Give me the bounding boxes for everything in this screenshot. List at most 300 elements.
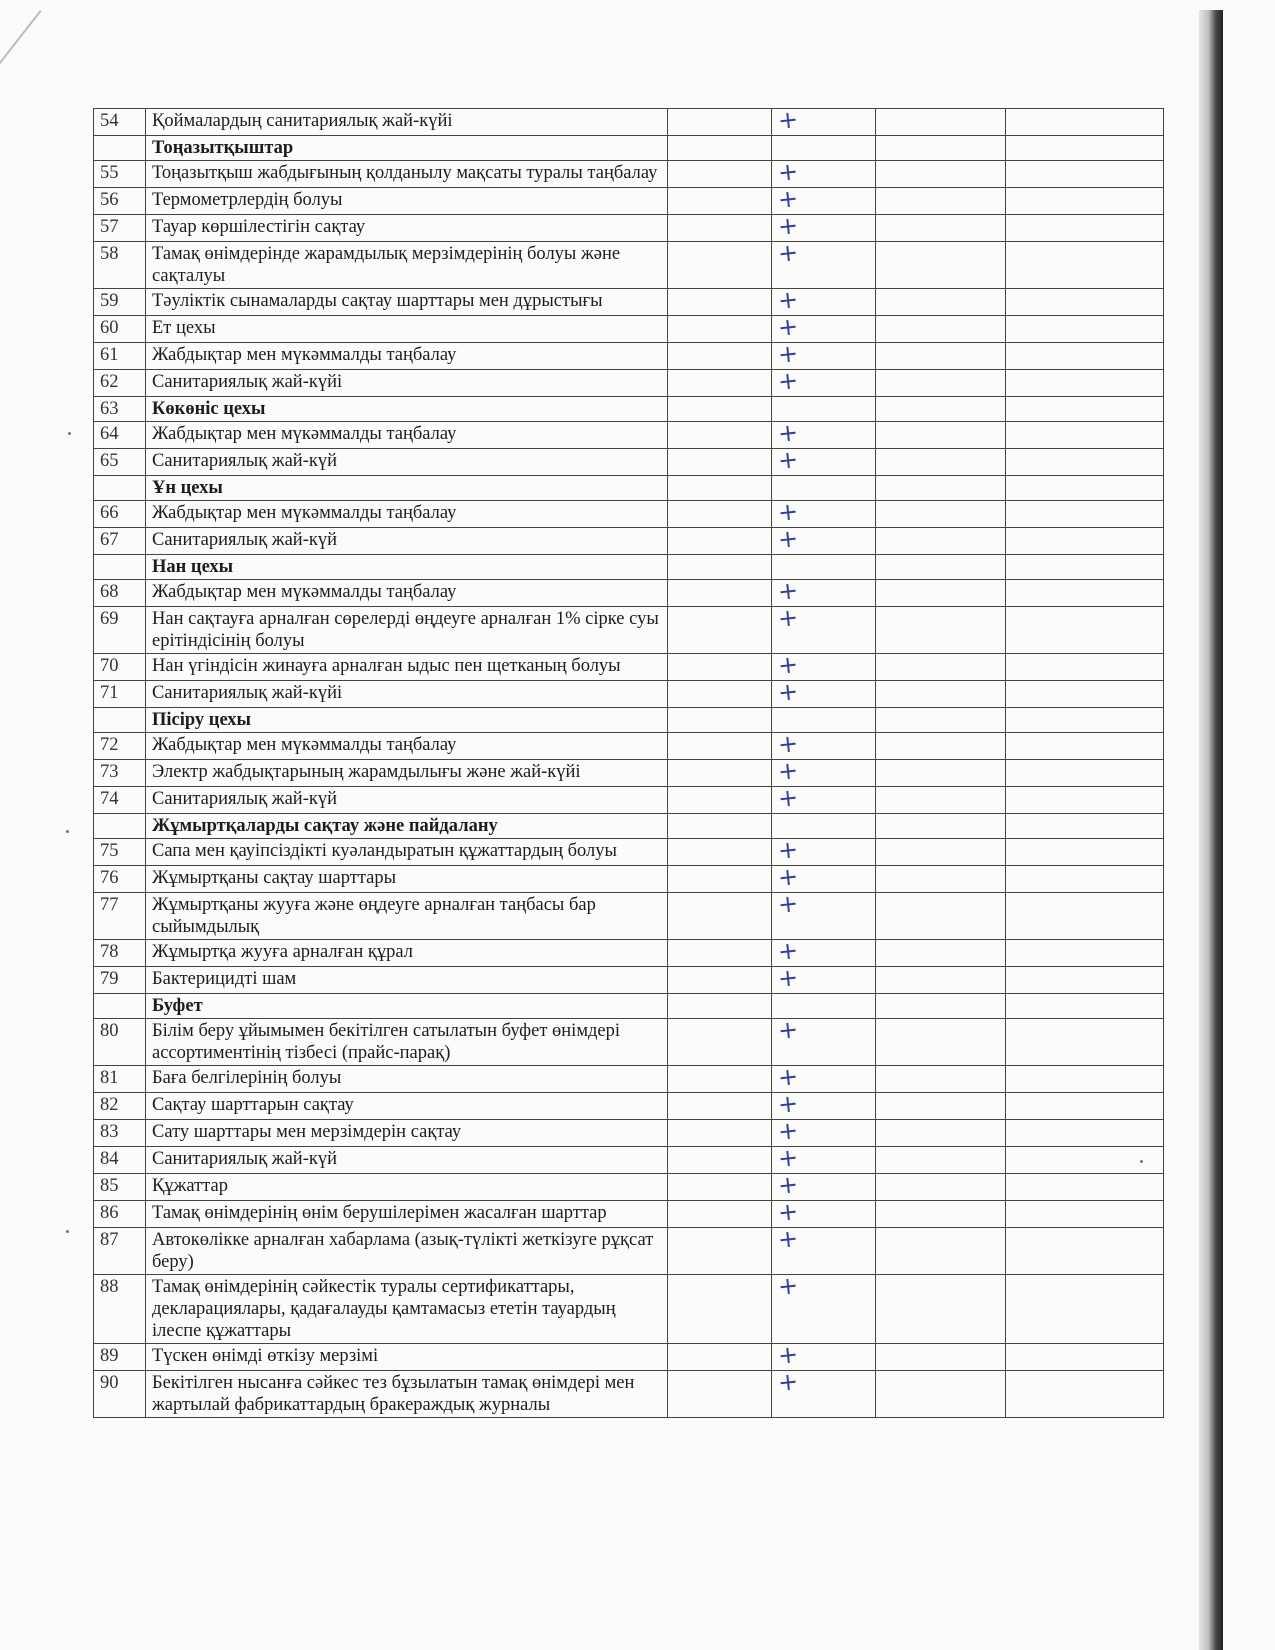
row-number [94, 994, 146, 1019]
requirement-text: Тоңазытқыш жабдығының қолданылу мақсаты туралы таңбалау [146, 161, 668, 188]
answer-cell-na [876, 839, 1006, 866]
requirement-text: Нан сақтауға арналған сөрелерді өңдеуге арналған 1% сірке суы ерітіндісінің болуы [146, 607, 668, 654]
requirement-text: Жұмыртқаны сақтау шарттары [146, 866, 668, 893]
answer-cell-na [876, 760, 1006, 787]
checklist-row [94, 967, 1164, 994]
note-cell [1006, 839, 1164, 866]
note-cell [1006, 343, 1164, 370]
answer-cell-yes [772, 211, 876, 242]
row-number: 80 [94, 1019, 146, 1066]
answer-cell-na [876, 289, 1006, 316]
answer-cell-no [668, 893, 772, 940]
answer-cell-no [668, 1174, 772, 1201]
answer-cell-yes [772, 285, 876, 316]
note-cell [1006, 654, 1164, 681]
checklist-row [94, 1174, 1164, 1201]
checklist-table [93, 105, 1164, 1418]
answer-cell-no [668, 343, 772, 370]
answer-cell-na [876, 708, 1006, 733]
answer-cell-yes [772, 814, 876, 839]
answer-cell-na [876, 1344, 1006, 1371]
row-number [94, 136, 146, 161]
note-cell [1006, 787, 1164, 814]
answer-cell-na [876, 1147, 1006, 1174]
checklist-row [94, 242, 1164, 289]
requirement-text: Жұмыртқа жууға арналған құрал [146, 940, 668, 967]
answer-cell-na [876, 343, 1006, 370]
row-number: 68 [94, 580, 146, 607]
handwritten-plus-mark: + [776, 1367, 800, 1397]
answer-cell-na [876, 316, 1006, 343]
answer-cell-na [876, 136, 1006, 161]
answer-cell-na [876, 422, 1006, 449]
row-number: 77 [94, 893, 146, 940]
row-number: 88 [94, 1275, 146, 1344]
answer-cell-yes [772, 445, 876, 476]
requirement-text: Жұмыртқаны жууға және өңдеуге арналған таңбасы бар сыйымдылық [146, 893, 668, 940]
answer-cell-yes [772, 1015, 876, 1066]
section-title: Жұмыртқаларды сақтау және пайдалану [146, 814, 668, 839]
answer-cell-yes [772, 157, 876, 188]
row-number: 63 [94, 397, 146, 422]
scan-speck [66, 830, 69, 833]
section-header-row [94, 708, 1164, 733]
row-number: 67 [94, 528, 146, 555]
row-number: 85 [94, 1174, 146, 1201]
checklist-row [94, 1147, 1164, 1174]
answer-cell-no [668, 1147, 772, 1174]
answer-cell-yes [772, 1062, 876, 1093]
row-number: 84 [94, 1147, 146, 1174]
row-number: 60 [94, 316, 146, 343]
checklist-row [94, 501, 1164, 528]
row-number [94, 555, 146, 580]
answer-cell-yes [772, 312, 876, 343]
handwritten-plus-mark: + [776, 157, 800, 187]
answer-cell-na [876, 607, 1006, 654]
answer-cell-yes [772, 576, 876, 607]
handwritten-plus-mark: + [776, 184, 800, 214]
answer-cell-na [876, 681, 1006, 708]
answer-cell-yes [772, 994, 876, 1019]
note-cell [1006, 1275, 1164, 1344]
scan-speck [68, 432, 71, 435]
answer-cell-yes [772, 862, 876, 893]
section-header-row [94, 994, 1164, 1019]
paper-fold-mark [0, 10, 42, 145]
note-cell [1006, 1344, 1164, 1371]
answer-cell-yes [772, 136, 876, 161]
note-cell [1006, 422, 1164, 449]
checklist-row [94, 1093, 1164, 1120]
answer-cell-no [668, 580, 772, 607]
answer-cell-na [876, 654, 1006, 681]
note-cell [1006, 1019, 1164, 1066]
answer-cell-na [876, 1019, 1006, 1066]
handwritten-plus-mark: + [776, 238, 800, 268]
note-cell [1006, 1371, 1164, 1418]
answer-cell-yes [772, 238, 876, 289]
answer-cell-no [668, 1371, 772, 1418]
row-number: 87 [94, 1228, 146, 1275]
answer-cell-yes [772, 729, 876, 760]
handwritten-plus-mark: + [776, 1197, 800, 1227]
scan-speck [66, 1230, 69, 1233]
answer-cell-yes [772, 1367, 876, 1418]
note-cell [1006, 994, 1164, 1019]
row-number: 59 [94, 289, 146, 316]
section-header-row [94, 555, 1164, 580]
answer-cell-no [668, 1019, 772, 1066]
checklist-row [94, 839, 1164, 866]
note-cell [1006, 708, 1164, 733]
answer-cell-no [668, 161, 772, 188]
note-cell [1006, 760, 1164, 787]
requirement-text: Тәуліктік сынамаларды сақтау шарттары мен дұрыстығы [146, 289, 668, 316]
requirement-text: Санитариялық жай-күй [146, 787, 668, 814]
checklist-row [94, 1019, 1164, 1066]
answer-cell-na [876, 449, 1006, 476]
answer-cell-no [668, 967, 772, 994]
row-number: 72 [94, 733, 146, 760]
answer-cell-yes [772, 603, 876, 654]
handwritten-plus-mark: + [776, 889, 800, 919]
answer-cell-no [668, 733, 772, 760]
requirement-text: Жабдықтар мен мүкәммалды таңбалау [146, 580, 668, 607]
checklist-row [94, 397, 1164, 422]
answer-cell-yes [772, 756, 876, 787]
handwritten-plus-mark: + [776, 576, 800, 606]
handwritten-plus-mark: + [776, 963, 800, 993]
answer-cell-na [876, 1066, 1006, 1093]
answer-cell-yes [772, 1197, 876, 1228]
answer-cell-no [668, 289, 772, 316]
requirement-text: Түскен өнімді өткізу мерзімі [146, 1344, 668, 1371]
note-cell [1006, 1147, 1164, 1174]
handwritten-plus-mark: + [776, 783, 800, 813]
note-cell [1006, 1228, 1164, 1275]
checklist-row [94, 1201, 1164, 1228]
handwritten-plus-mark: + [776, 1340, 800, 1370]
section-title: Пісіру цехы [146, 708, 668, 733]
checklist-row [94, 1120, 1164, 1147]
requirement-text: Жабдықтар мен мүкәммалды таңбалау [146, 422, 668, 449]
row-number [94, 476, 146, 501]
answer-cell-yes [772, 1271, 876, 1344]
requirement-text: Жабдықтар мен мүкәммалды таңбалау [146, 733, 668, 760]
checklist-row [94, 370, 1164, 397]
answer-cell-no [668, 814, 772, 839]
row-number: 58 [94, 242, 146, 289]
requirement-text: Тауар көршілестігін сақтау [146, 215, 668, 242]
answer-cell-no [668, 1228, 772, 1275]
handwritten-plus-mark: + [776, 1015, 800, 1045]
answer-cell-no [668, 528, 772, 555]
checklist-row [94, 654, 1164, 681]
section-header-row [94, 476, 1164, 501]
handwritten-plus-mark: + [776, 603, 800, 633]
handwritten-plus-mark: + [776, 729, 800, 759]
answer-cell-na [876, 940, 1006, 967]
checklist-body [94, 105, 1164, 1418]
answer-cell-na [876, 866, 1006, 893]
checklist-row [94, 1066, 1164, 1093]
answer-cell-na [876, 555, 1006, 580]
row-number: 78 [94, 940, 146, 967]
row-number: 69 [94, 607, 146, 654]
answer-cell-yes [772, 708, 876, 733]
handwritten-plus-mark: + [776, 524, 800, 554]
answer-cell-yes [772, 677, 876, 708]
checklist-row [94, 343, 1164, 370]
note-cell [1006, 681, 1164, 708]
row-number [94, 708, 146, 733]
note-cell [1006, 528, 1164, 555]
requirement-text: Сату шарттары мен мерзімдерін сақтау [146, 1120, 668, 1147]
answer-cell-na [876, 967, 1006, 994]
answer-cell-no [668, 370, 772, 397]
row-number: 76 [94, 866, 146, 893]
row-number: 70 [94, 654, 146, 681]
handwritten-plus-mark: + [776, 677, 800, 707]
answer-cell-na [876, 1228, 1006, 1275]
section-title: Тоңазытқыштар [146, 136, 668, 161]
requirement-text: Бекітілген нысанға сәйкес тез бұзылатын тамақ өнімдері мен жартылай фабрикаттардың бракераждық журналы [146, 1371, 668, 1418]
answer-cell-na [876, 1093, 1006, 1120]
answer-cell-yes [772, 1116, 876, 1147]
checklist-row [94, 188, 1164, 215]
answer-cell-no [668, 1120, 772, 1147]
answer-cell-no [668, 501, 772, 528]
note-cell [1006, 215, 1164, 242]
row-number: 74 [94, 787, 146, 814]
answer-cell-yes [772, 889, 876, 940]
answer-cell-no [668, 654, 772, 681]
answer-cell-na [876, 733, 1006, 760]
requirement-text: Санитариялық жай-күйі [146, 681, 668, 708]
answer-cell-no [668, 476, 772, 501]
checklist-row [94, 1371, 1164, 1418]
checklist-row [94, 1228, 1164, 1275]
note-cell [1006, 242, 1164, 289]
checklist-row [94, 866, 1164, 893]
answer-cell-no [668, 422, 772, 449]
handwritten-plus-mark: + [776, 862, 800, 892]
note-cell [1006, 1066, 1164, 1093]
note-cell [1006, 967, 1164, 994]
requirement-text: Сақтау шарттарын сақтау [146, 1093, 668, 1120]
row-number: 65 [94, 449, 146, 476]
note-cell [1006, 501, 1164, 528]
answer-cell-na [876, 161, 1006, 188]
answer-cell-no [668, 109, 772, 136]
answer-cell-na [876, 370, 1006, 397]
note-cell [1006, 161, 1164, 188]
answer-cell-na [876, 580, 1006, 607]
handwritten-plus-mark: + [776, 756, 800, 786]
requirement-text: Ет цехы [146, 316, 668, 343]
row-number: 64 [94, 422, 146, 449]
answer-cell-no [668, 1275, 772, 1344]
note-cell [1006, 580, 1164, 607]
handwritten-plus-mark: + [776, 105, 800, 135]
answer-cell-na [876, 528, 1006, 555]
requirement-text: Санитариялық жай-күйі [146, 370, 668, 397]
answer-cell-no [668, 316, 772, 343]
requirement-text: Нан үгіндісін жинауға арналған ыдыс пен щетканың болуы [146, 654, 668, 681]
requirement-text: Тамақ өнімдерінің сәйкестік туралы сертификаттары, декларациялары, қадағалауды қамтамасыз ететін тауардың ілеспе құжаттары [146, 1275, 668, 1344]
handwritten-plus-mark: + [776, 497, 800, 527]
requirement-text: Электр жабдықтарының жарамдылығы және жай-күйі [146, 760, 668, 787]
handwritten-plus-mark: + [776, 1116, 800, 1146]
answer-cell-yes [772, 105, 876, 136]
note-cell [1006, 397, 1164, 422]
answer-cell-na [876, 814, 1006, 839]
handwritten-plus-mark: + [776, 445, 800, 475]
requirement-text: Автокөлікке арналған хабарлама (азық-түлікті жеткізуге рұқсат беру) [146, 1228, 668, 1275]
answer-cell-na [876, 1371, 1006, 1418]
requirement-text: Санитариялық жай-күй [146, 1147, 668, 1174]
row-number: 62 [94, 370, 146, 397]
requirement-text: Сапа мен қауіпсіздікті куәландыратын құжаттардың болуы [146, 839, 668, 866]
handwritten-plus-mark: + [776, 1170, 800, 1200]
answer-cell-yes [772, 497, 876, 528]
checklist-row [94, 422, 1164, 449]
answer-cell-na [876, 476, 1006, 501]
note-cell [1006, 109, 1164, 136]
answer-cell-yes [772, 1170, 876, 1201]
note-cell [1006, 370, 1164, 397]
checklist-row [94, 760, 1164, 787]
note-cell [1006, 555, 1164, 580]
requirement-text: Баға белгілерінің болуы [146, 1066, 668, 1093]
checklist-row [94, 940, 1164, 967]
answer-cell-yes [772, 184, 876, 215]
answer-cell-no [668, 607, 772, 654]
answer-cell-no [668, 681, 772, 708]
handwritten-plus-mark: + [776, 366, 800, 396]
requirement-text: Құжаттар [146, 1174, 668, 1201]
answer-cell-na [876, 1275, 1006, 1344]
note-cell [1006, 893, 1164, 940]
row-number: 89 [94, 1344, 146, 1371]
answer-cell-yes [772, 650, 876, 681]
row-number: 86 [94, 1201, 146, 1228]
answer-cell-na [876, 501, 1006, 528]
requirement-text: Қоймалардың санитариялық жай-күйі [146, 109, 668, 136]
answer-cell-na [876, 1120, 1006, 1147]
requirement-text: Білім беру ұйымымен бекітілген сатылатын буфет өнімдері ассортиментінің тізбесі (прайс-парақ) [146, 1019, 668, 1066]
note-cell [1006, 607, 1164, 654]
answer-cell-no [668, 994, 772, 1019]
answer-cell-no [668, 397, 772, 422]
row-number: 75 [94, 839, 146, 866]
answer-cell-yes [772, 418, 876, 449]
note-cell [1006, 188, 1164, 215]
requirement-text: Санитариялық жай-күй [146, 528, 668, 555]
requirement-text: Бактерицидті шам [146, 967, 668, 994]
requirement-text: Санитариялық жай-күй [146, 449, 668, 476]
checklist-row [94, 289, 1164, 316]
row-number: 82 [94, 1093, 146, 1120]
answer-cell-na [876, 787, 1006, 814]
row-number: 56 [94, 188, 146, 215]
requirement-text: Көкөніс цехы [146, 397, 668, 422]
answer-cell-na [876, 188, 1006, 215]
handwritten-plus-mark: + [776, 1089, 800, 1119]
answer-cell-na [876, 994, 1006, 1019]
row-number: 73 [94, 760, 146, 787]
section-title: Ұн цехы [146, 476, 668, 501]
note-cell [1006, 1093, 1164, 1120]
note-cell [1006, 1120, 1164, 1147]
answer-cell-yes [772, 1143, 876, 1174]
answer-cell-na [876, 893, 1006, 940]
answer-cell-yes [772, 339, 876, 370]
note-cell [1006, 814, 1164, 839]
row-number: 79 [94, 967, 146, 994]
note-cell [1006, 733, 1164, 760]
answer-cell-no [668, 708, 772, 733]
handwritten-plus-mark: + [776, 1271, 800, 1301]
answer-cell-no [668, 136, 772, 161]
requirement-text: Жабдықтар мен мүкәммалды таңбалау [146, 501, 668, 528]
note-cell [1006, 289, 1164, 316]
handwritten-plus-mark: + [776, 835, 800, 865]
requirement-text: Термометрлердің болуы [146, 188, 668, 215]
answer-cell-no [668, 1093, 772, 1120]
checklist-row [94, 733, 1164, 760]
checklist-row [94, 607, 1164, 654]
answer-cell-yes [772, 963, 876, 994]
answer-cell-no [668, 760, 772, 787]
requirement-text: Тамақ өнімдерінде жарамдылық мерзімдерінің болуы және сақталуы [146, 242, 668, 289]
note-cell [1006, 940, 1164, 967]
answer-cell-yes [772, 1089, 876, 1120]
note-cell [1006, 316, 1164, 343]
row-number: 57 [94, 215, 146, 242]
answer-cell-yes [772, 1224, 876, 1275]
answer-cell-no [668, 1201, 772, 1228]
answer-cell-yes [772, 366, 876, 397]
answer-cell-na [876, 1201, 1006, 1228]
note-cell [1006, 136, 1164, 161]
answer-cell-na [876, 397, 1006, 422]
checklist-row [94, 109, 1164, 136]
section-title: Нан цехы [146, 555, 668, 580]
handwritten-plus-mark: + [776, 1224, 800, 1254]
checklist-row [94, 1275, 1164, 1344]
answer-cell-yes [772, 936, 876, 967]
answer-cell-yes [772, 835, 876, 866]
row-number: 54 [94, 109, 146, 136]
answer-cell-na [876, 109, 1006, 136]
checklist-row [94, 893, 1164, 940]
row-number: 71 [94, 681, 146, 708]
row-number: 90 [94, 1371, 146, 1418]
answer-cell-no [668, 787, 772, 814]
answer-cell-no [668, 940, 772, 967]
checklist-row [94, 449, 1164, 476]
requirement-text: Жабдықтар мен мүкәммалды таңбалау [146, 343, 668, 370]
checklist-row [94, 528, 1164, 555]
answer-cell-na [876, 215, 1006, 242]
row-number: 55 [94, 161, 146, 188]
answer-cell-no [668, 1344, 772, 1371]
handwritten-plus-mark: + [776, 1143, 800, 1173]
checklist-row [94, 215, 1164, 242]
row-number: 83 [94, 1120, 146, 1147]
